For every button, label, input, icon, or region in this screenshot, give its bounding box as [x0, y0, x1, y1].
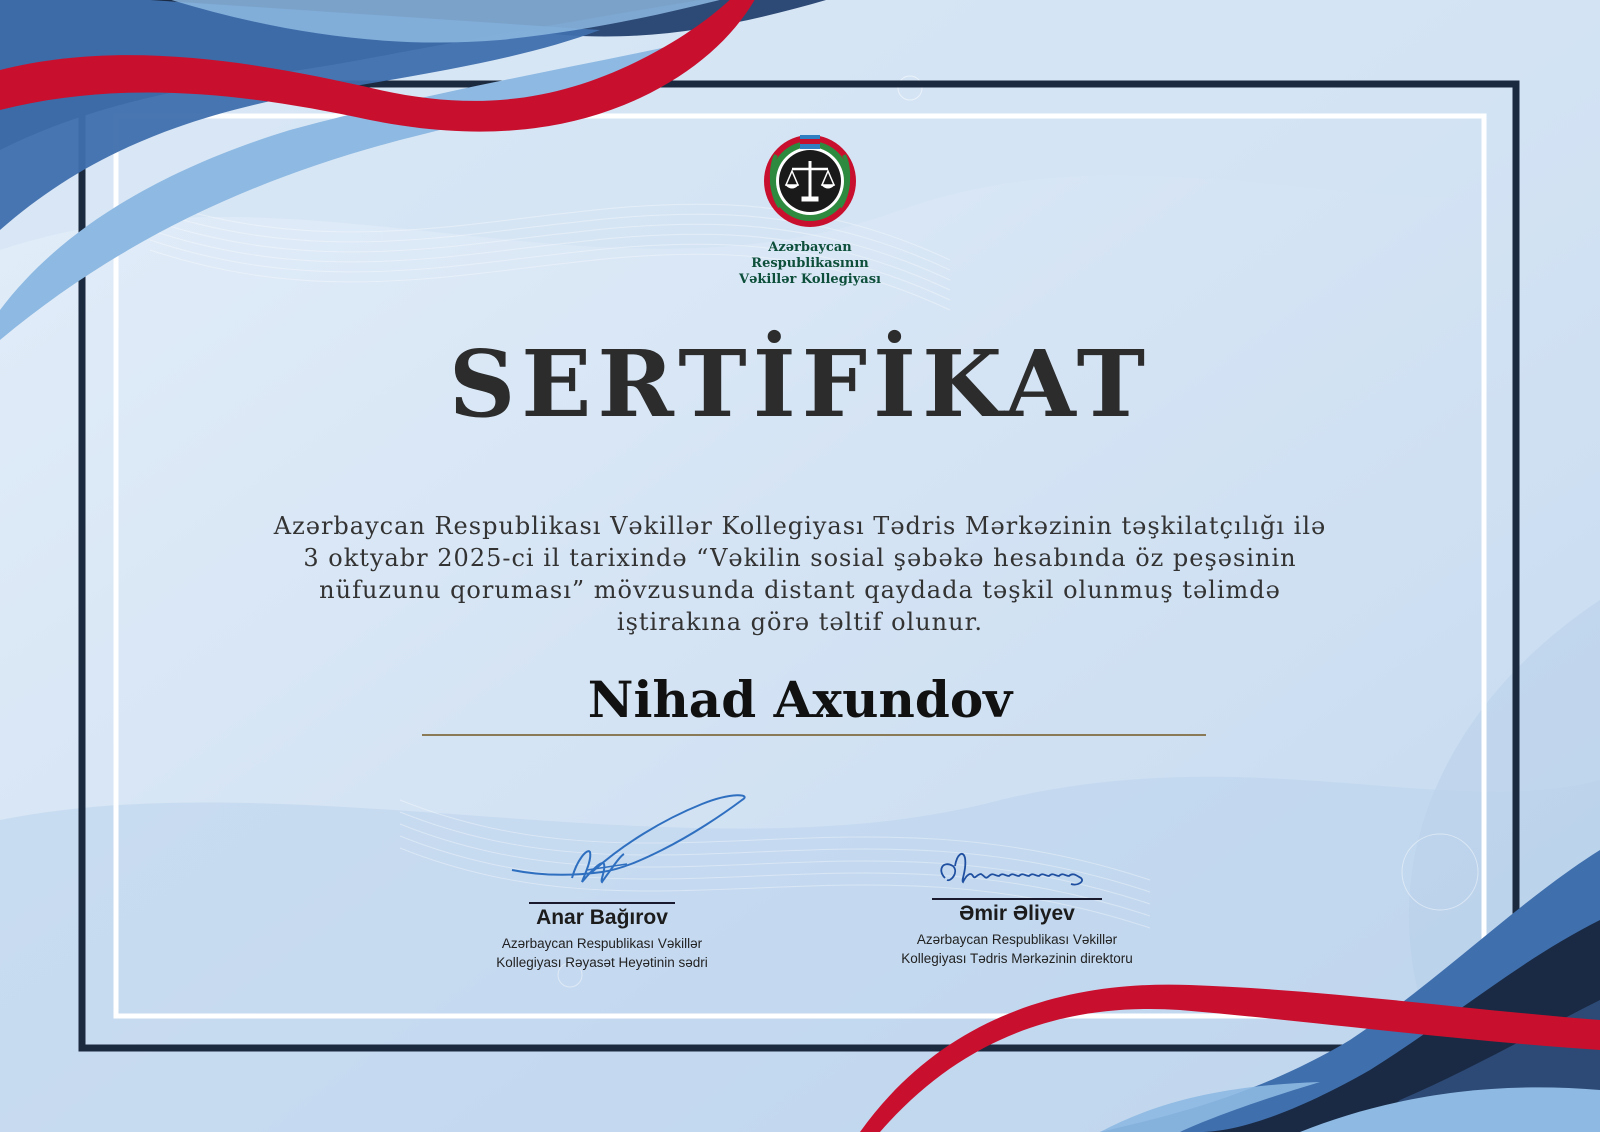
- logo-emblem-icon: [762, 133, 858, 229]
- signatory-title-line: Kollegiyası Tədris Mərkəzinin direktoru: [901, 951, 1133, 966]
- certificate-body-text: [170, 510, 1430, 638]
- organization-caption-line: Vəkillər Kollegiyası: [739, 272, 881, 287]
- recipient-name: Nihad Axundov: [587, 670, 1013, 729]
- signatory-title: [442, 934, 762, 972]
- signature-image: [867, 840, 1167, 898]
- signatory-title: [867, 930, 1167, 968]
- organization-caption-line: Respublikasının: [751, 256, 869, 271]
- signatory-left: [442, 790, 762, 972]
- signature-line: [932, 898, 1102, 900]
- body-line: nüfuzunu qoruması” mövzusunda distant qaydada təşkil olunmuş təlimdə: [319, 576, 1281, 604]
- body-line: Azərbaycan Respublikası Vəkillər Kollegiyası Tədris Mərkəzinin təşkilatçılığı ilə: [273, 512, 1327, 540]
- signatory-name: Anar Bağırov: [536, 906, 668, 929]
- signatory-title-line: Kollegiyası Rəyasət Heyətinin sədri: [496, 955, 708, 970]
- bar-association-logo: [762, 133, 858, 229]
- body-line: 3 oktyabr 2025-ci il tarixində “Vəkilin sosial şəbəkə hesabında öz peşəsinin: [303, 544, 1297, 572]
- certificate-title: SERTİFİKAT: [448, 330, 1152, 438]
- signatory-title-line: Azərbaycan Respublikası Vəkillər: [916, 932, 1118, 947]
- organization-caption-line: Azərbaycan: [768, 240, 852, 255]
- signature-line: [529, 902, 675, 904]
- signature-image: [452, 790, 752, 902]
- body-line: iştirakına görə təltif olunur.: [616, 608, 984, 636]
- signatory-right: [857, 840, 1177, 968]
- organization-caption: [680, 240, 940, 288]
- signatory-title-line: Azərbaycan Respublikası Vəkillər: [501, 936, 703, 951]
- signatory-name: Əmir Əliyev: [959, 902, 1075, 925]
- recipient-name-underline: [422, 734, 1206, 736]
